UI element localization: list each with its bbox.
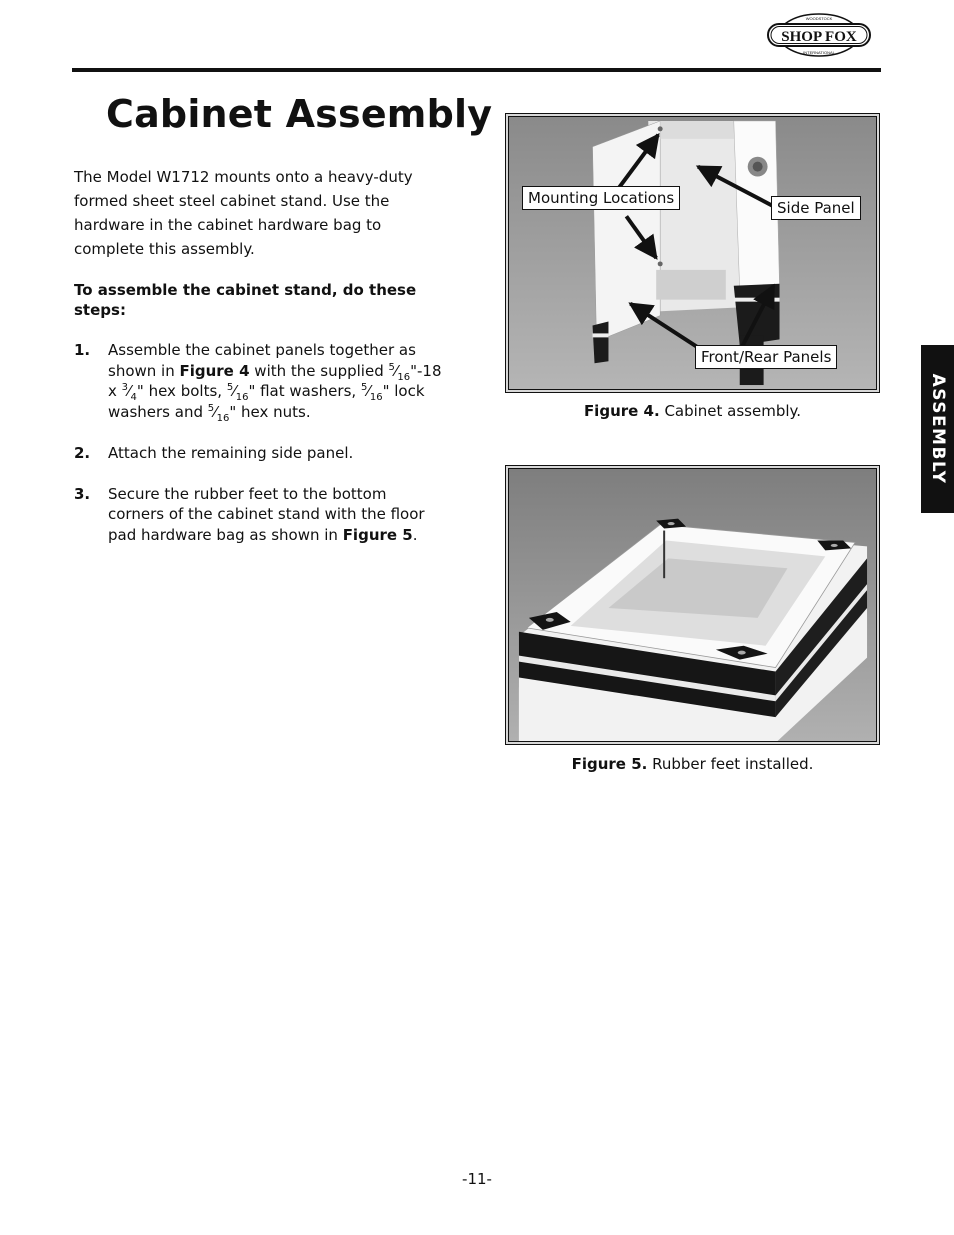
step-item xyxy=(74,340,446,422)
step-item xyxy=(74,443,446,464)
figure-4-caption: Figure 4. Cabinet assembly. xyxy=(583,402,802,420)
page-title: Cabinet Assembly xyxy=(106,92,493,136)
intro-paragraph: The Model W1712 mounts onto a heavy-duty formed sheet steel cabinet stand. Use the hardware in the cabinet hardware bag to complete this assembly. xyxy=(74,168,413,258)
steps-list xyxy=(74,340,446,566)
brand-name: SHOP FOX xyxy=(781,29,857,45)
step-text: Secure the rubber feet to the bottom corners of the cabinet stand with the floor pad hardware bag as shown in Figure 5. xyxy=(108,484,425,544)
step-text: Attach the remaining side panel. xyxy=(108,443,354,462)
step-number: 2. xyxy=(74,443,91,462)
svg-text:INTERNATIONAL: INTERNATIONAL xyxy=(803,50,835,55)
step-item xyxy=(74,484,446,546)
callout-front-rear-panels: Front/Rear Panels xyxy=(695,345,837,369)
header-rule xyxy=(72,68,881,72)
figure-5-caption: Figure 5. Rubber feet installed. xyxy=(571,755,814,773)
section-tab-assembly xyxy=(921,345,954,513)
figure-5-photo xyxy=(508,468,877,742)
shop-fox-logo xyxy=(765,12,873,58)
figure-5 xyxy=(505,465,880,745)
callout-mounting-locations: Mounting Locations xyxy=(522,186,680,210)
steps-lead: To assemble the cabinet stand, do these steps: xyxy=(74,281,417,319)
figure-ref[interactable]: Figure 5 xyxy=(342,525,413,544)
figure-ref[interactable]: Figure 4 xyxy=(179,361,250,380)
step-number: 1. xyxy=(74,341,91,359)
step-text: Assemble the cabinet panels together as shown in Figure 4 with the supplied $^5⁄_{16}"-18$ x $^3⁄_4$" hex bolts, $^5⁄_{16}$" flat washers, $^5⁄_{16}$" lock washers and $^5⁄_{16}$" hex nuts. xyxy=(108,341,442,424)
figure-4 xyxy=(505,113,880,393)
svg-text:WOODSTOCK: WOODSTOCK xyxy=(805,16,833,21)
section-tab-label: ASSEMBLY xyxy=(927,373,948,485)
callout-side-panel: Side Panel xyxy=(771,196,861,220)
page-number: -11- xyxy=(462,1170,492,1188)
step-number: 3. xyxy=(74,484,91,503)
